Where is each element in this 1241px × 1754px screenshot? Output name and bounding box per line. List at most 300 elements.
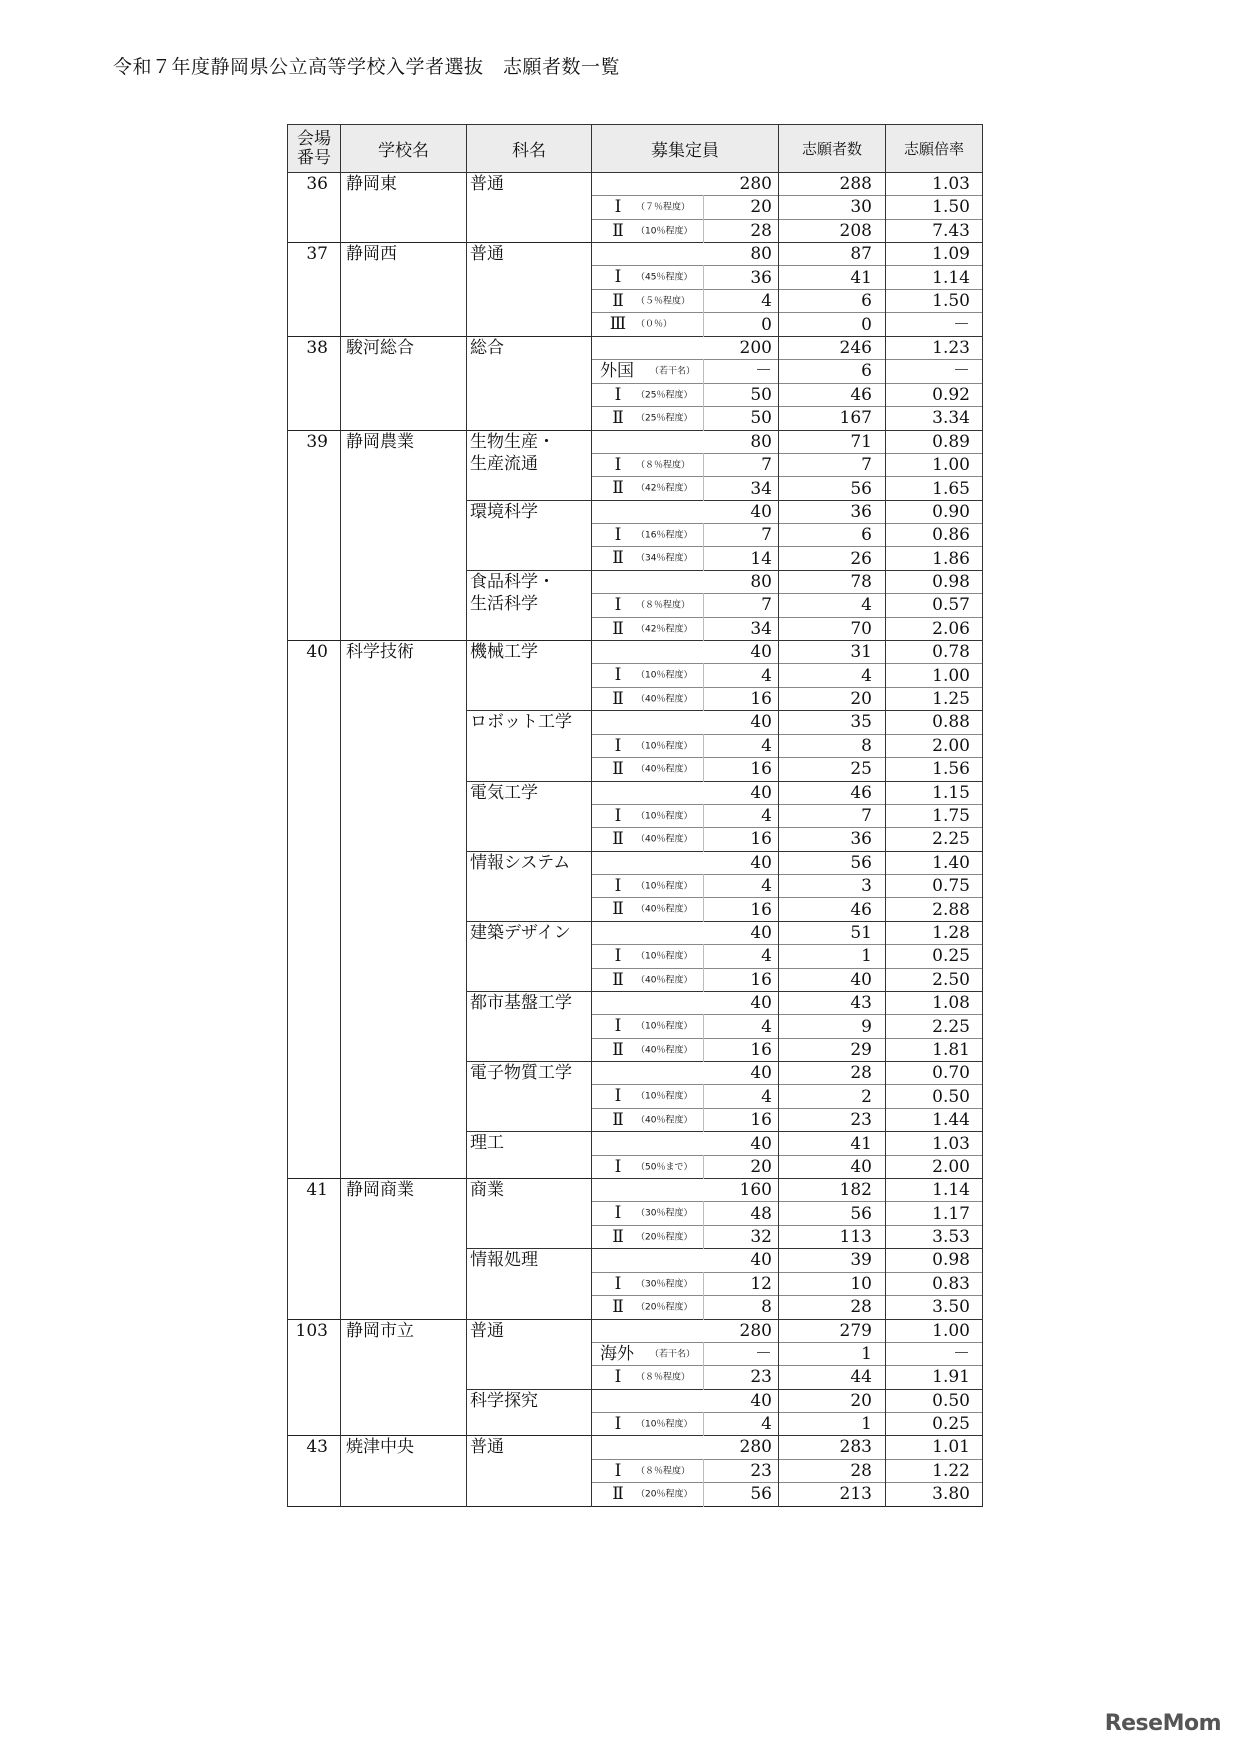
ratio-value: 0.75 [886,874,983,898]
capacity-value: 7 [704,453,779,477]
ratio-value: 0.25 [886,945,983,969]
applicants-value: 36 [779,500,886,523]
header-ratio: 志願倍率 [886,125,983,173]
selection-type-label: Ⅰ [614,665,622,686]
selection-type [592,173,704,196]
ratio-value: 0.57 [886,594,983,618]
capacity-value: 280 [704,1319,779,1342]
capacity-value: 40 [704,1389,779,1412]
department-name: 総合 [467,336,592,430]
selection-type-label: Ⅱ [612,688,624,709]
capacity-value: 16 [704,1108,779,1132]
selection-type [592,945,704,969]
header-venue-label: 会場 番号 [297,128,331,168]
selection-type-note: （10％程度） [636,741,693,751]
department-name: 情報処理 [467,1249,592,1319]
selection-type [592,430,704,453]
department-name: 環境科学 [467,500,592,570]
selection-type [592,266,704,290]
selection-type [592,453,704,477]
selection-type [592,1272,704,1296]
applicants-value: 167 [779,407,886,431]
capacity-value: 16 [704,1038,779,1062]
ratio-value: 0.50 [886,1389,983,1412]
ratio-value: 0.89 [886,430,983,453]
selection-type [592,711,704,734]
department-name: 都市基盤工学 [467,992,592,1062]
capacity-value: 56 [704,1483,779,1507]
selection-type [592,898,704,922]
ratio-value: 1.14 [886,266,983,290]
selection-type-note: （10％程度） [636,811,693,822]
applicants-value: 26 [779,547,886,571]
selection-type [592,383,704,407]
capacity-value: 16 [704,968,779,992]
capacity-value: 4 [704,945,779,969]
capacity-value: 50 [704,407,779,431]
selection-type-note: （42％程度） [636,483,693,494]
ratio-value: 1.00 [886,453,983,477]
ratio-value: 1.25 [886,687,983,711]
selection-type-note: （16％程度） [636,530,693,541]
applicants-value: 20 [779,1389,886,1412]
selection-type-label: 海外 [600,1343,634,1364]
selection-type [592,594,704,618]
ratio-value: 1.23 [886,336,983,359]
selection-type [592,1015,704,1039]
selection-type [592,1296,704,1320]
department-name: 科学探究 [467,1389,592,1436]
ratio-value: 1.56 [886,758,983,782]
selection-type-note: （10％程度） [636,951,693,962]
ratio-value: 0.78 [886,641,983,664]
selection-type-label: Ⅱ [612,408,624,429]
capacity-value: 23 [704,1366,779,1390]
capacity-value: 40 [704,1249,779,1272]
applicants-value: 39 [779,1249,886,1272]
venue-number: 39 [288,430,341,641]
selection-type [592,289,704,313]
capacity-value: 12 [704,1272,779,1296]
selection-type-note: （40％程度） [636,694,693,705]
capacity-value: 4 [704,804,779,828]
applicants-value: 31 [779,641,886,664]
capacity-value: 4 [704,734,779,758]
capacity-value: 4 [704,1015,779,1039]
header-capacity: 募集定員 [592,125,779,173]
ratio-value: 2.88 [886,898,983,922]
venue-number: 37 [288,243,341,337]
ratio-value: 3.34 [886,407,983,431]
selection-type [592,781,704,804]
applicants-value: 182 [779,1179,886,1202]
selection-type-note: （40％程度） [636,1115,693,1126]
capacity-value: 36 [704,266,779,290]
ratio-value: 0.50 [886,1085,983,1109]
applicants-value: 41 [779,1132,886,1155]
applicants-value: 283 [779,1436,886,1459]
capacity-value: 280 [704,173,779,196]
applicants-value: 56 [779,851,886,874]
applicants-value: 28 [779,1459,886,1483]
selection-type-note: （若干名） [650,366,696,377]
selection-type [592,1483,704,1507]
ratio-value: 7.43 [886,219,983,243]
capacity-value: 50 [704,383,779,407]
selection-type-label: Ⅱ [612,829,624,850]
selection-type-note: （10％程度） [636,1419,693,1430]
capacity-value: 40 [704,1132,779,1155]
selection-type [592,547,704,571]
selection-type [592,641,704,664]
department-name: 機械工学 [467,641,592,711]
ratio-value: 1.09 [886,243,983,266]
capacity-value: 4 [704,289,779,313]
capacity-value: 34 [704,477,779,501]
ratio-value: 2.50 [886,968,983,992]
school-name: 科学技術 [341,641,467,1179]
table-row [288,1436,983,1459]
capacity-value: 40 [704,711,779,734]
selection-type-note: （42％程度） [636,624,693,635]
selection-type-note: （40％程度） [636,1045,693,1056]
department-name: 生物生産・ 生産流通 [467,430,592,500]
ratio-value: 1.15 [886,781,983,804]
capacity-value: 7 [704,594,779,618]
resemom-watermark-logo: ReseMom [1104,1711,1221,1736]
selection-type [592,992,704,1015]
table-row [288,173,983,196]
selection-type [592,219,704,243]
ratio-value: 1.81 [886,1038,983,1062]
selection-type-note: （40％程度） [636,975,693,986]
selection-type [592,1342,704,1366]
applicants-value: 1 [779,945,886,969]
capacity-value: 40 [704,921,779,944]
applicants-value: 28 [779,1062,886,1085]
ratio-value: 0.83 [886,1272,983,1296]
ratio-value: 2.06 [886,617,983,641]
applicants-value: 87 [779,243,886,266]
venue-number: 41 [288,1179,341,1319]
ratio-value: 2.00 [886,1155,983,1179]
applicants-value: 246 [779,336,886,359]
department-name: 普通 [467,1436,592,1506]
selection-type-note: （30％程度） [636,1279,693,1289]
school-name: 静岡商業 [341,1179,467,1319]
ratio-value: 1.08 [886,992,983,1015]
selection-type [592,1319,704,1342]
capacity-value: 4 [704,664,779,688]
selection-type-label: Ⅲ [609,314,627,335]
selection-type [592,360,704,384]
selection-type-note: （20％程度） [636,1302,693,1313]
ratio-value: 1.75 [886,804,983,828]
applicants-value: 23 [779,1108,886,1132]
department-name: 電子物質工学 [467,1062,592,1132]
ratio-value: 1.03 [886,1132,983,1155]
selection-type-label: Ⅱ [612,220,624,241]
capacity-value: 4 [704,874,779,898]
selection-type [592,1179,704,1202]
selection-type [592,804,704,828]
header-venue-number [288,125,341,173]
applicants-value: 10 [779,1272,886,1296]
selection-type-note: （０％） [636,319,673,330]
selection-type [592,1412,704,1436]
capacity-value: 7 [704,523,779,547]
selection-type-note: （10％程度） [636,1091,693,1102]
capacity-value: 32 [704,1225,779,1249]
ratio-value: 1.50 [886,196,983,220]
ratio-value: 3.50 [886,1296,983,1320]
department-name: 商業 [467,1179,592,1249]
ratio-value: 1.86 [886,547,983,571]
selection-type-note: （40％程度） [636,764,693,775]
selection-type-note: （34％程度） [636,553,693,564]
ratio-value: 0.70 [886,1062,983,1085]
applicants-value: 113 [779,1225,886,1249]
ratio-value: 0.92 [886,383,983,407]
applicants-value: 8 [779,734,886,758]
selection-type [592,664,704,688]
applicants-value: 56 [779,477,886,501]
applicants-value: 6 [779,360,886,384]
selection-type [592,1436,704,1459]
selection-type [592,1366,704,1390]
applicants-value: 40 [779,968,886,992]
selection-type-label: Ⅰ [614,454,622,475]
selection-type [592,617,704,641]
selection-type [592,734,704,758]
table-row [288,641,983,664]
ratio-value: 0.86 [886,523,983,547]
selection-type-note: （８％程度） [636,1372,691,1383]
ratio-value: 1.14 [886,1179,983,1202]
capacity-value: 40 [704,851,779,874]
selection-type [592,1249,704,1272]
applicants-value: 6 [779,289,886,313]
selection-type [592,570,704,593]
selection-type-label: Ⅰ [614,1460,622,1481]
selection-type-note: （８％程度） [636,600,691,611]
department-name: 普通 [467,243,592,337]
capacity-value: 0 [704,313,779,337]
applicants-value: 2 [779,1085,886,1109]
capacity-value: 20 [704,196,779,220]
selection-type-note: （10％程度） [636,226,693,237]
capacity-value: 280 [704,1436,779,1459]
ratio-value: 3.53 [886,1225,983,1249]
capacity-value: － [704,1342,779,1366]
selection-type-label: Ⅰ [614,524,622,545]
department-name: 普通 [467,173,592,243]
department-name: 普通 [467,1319,592,1389]
applicants-value: 46 [779,383,886,407]
applicants-value: 4 [779,594,886,618]
selection-type [592,477,704,501]
ratio-value: 0.88 [886,711,983,734]
selection-type-note: （45％程度） [636,272,693,283]
applicants-value: 29 [779,1038,886,1062]
selection-type-label: Ⅱ [612,1484,624,1505]
capacity-value: 34 [704,617,779,641]
capacity-value: 14 [704,547,779,571]
selection-type-label: Ⅱ [612,548,624,569]
selection-type-note: （25％程度） [636,390,693,401]
selection-type-label: Ⅱ [612,899,624,920]
selection-type [592,1202,704,1226]
selection-type-label: Ⅰ [614,384,622,405]
capacity-value: 80 [704,430,779,453]
capacity-value: 28 [704,219,779,243]
ratio-value: 1.22 [886,1459,983,1483]
applicants-value: 7 [779,453,886,477]
capacity-value: － [704,360,779,384]
capacity-value: 8 [704,1296,779,1320]
venue-number: 36 [288,173,341,243]
selection-type-note: （10％程度） [636,670,693,681]
venue-number: 38 [288,336,341,430]
applicants-value: 6 [779,523,886,547]
applicants-value: 25 [779,758,886,782]
selection-type [592,828,704,852]
selection-type-label: Ⅰ [614,805,622,826]
school-name: 静岡農業 [341,430,467,641]
selection-type-note: （若干名） [650,1349,696,1360]
department-name: 理工 [467,1132,592,1179]
applicants-value: 46 [779,781,886,804]
header-department: 科名 [467,125,592,173]
applicants-value: 9 [779,1015,886,1039]
ratio-value: 2.00 [886,734,983,758]
selection-type-label: Ⅰ [614,197,622,218]
capacity-value: 20 [704,1155,779,1179]
ratio-value: － [886,1342,983,1366]
selection-type-label: 外国 [600,361,634,382]
selection-type-note: （10％程度） [636,881,693,892]
school-name: 焼津中央 [341,1436,467,1506]
applicants-value: 3 [779,874,886,898]
selection-type [592,243,704,266]
selection-type [592,1155,704,1179]
venue-number: 43 [288,1436,341,1506]
selection-type-label: Ⅱ [612,290,624,311]
ratio-value: 0.98 [886,1249,983,1272]
applicants-value: 28 [779,1296,886,1320]
ratio-value: － [886,360,983,384]
capacity-value: 40 [704,641,779,664]
selection-type [592,407,704,431]
capacity-value: 48 [704,1202,779,1226]
ratio-value: 0.90 [886,500,983,523]
ratio-value: 1.40 [886,851,983,874]
selection-type-label: Ⅰ [614,1086,622,1107]
ratio-value: 1.01 [886,1436,983,1459]
school-name: 静岡西 [341,243,467,337]
selection-type-note: （10％程度） [636,1021,693,1032]
ratio-value: 1.44 [886,1108,983,1132]
capacity-value: 40 [704,500,779,523]
department-name: 情報システム [467,851,592,921]
applicants-value: 40 [779,1155,886,1179]
capacity-value: 80 [704,243,779,266]
applicants-value: 36 [779,828,886,852]
applicants-value: 44 [779,1366,886,1390]
applicants-value: 7 [779,804,886,828]
applicants-value: 41 [779,266,886,290]
ratio-value: 1.28 [886,921,983,944]
applicants-value: 78 [779,570,886,593]
applicants-value: 70 [779,617,886,641]
capacity-value: 16 [704,898,779,922]
applicants-value: 288 [779,173,886,196]
capacity-value: 4 [704,1412,779,1436]
applicants-value: 51 [779,921,886,944]
applicants-value: 279 [779,1319,886,1342]
selection-type [592,1132,704,1155]
selection-type-label: Ⅱ [612,1039,624,1060]
selection-type-label: Ⅰ [614,1273,622,1294]
selection-type-note: （50％まで） [636,1162,693,1173]
selection-type [592,1038,704,1062]
selection-type-label: Ⅰ [614,1203,622,1224]
applicants-value: 46 [779,898,886,922]
department-name: ロボット工学 [467,711,592,781]
selection-type-note: （７％程度） [636,202,691,213]
selection-type-note: （20％程度） [636,1489,693,1500]
selection-type-label: Ⅱ [612,759,624,779]
applicants-value: 35 [779,711,886,734]
selection-type-label: Ⅰ [614,875,622,896]
selection-type [592,523,704,547]
ratio-value: 0.25 [886,1412,983,1436]
capacity-value: 16 [704,828,779,852]
capacity-value: 16 [704,758,779,782]
ratio-value: 1.00 [886,664,983,688]
ratio-value: 1.00 [886,1319,983,1342]
applicants-value: 213 [779,1483,886,1507]
selection-type-label: Ⅱ [612,1297,624,1317]
selection-type [592,1225,704,1249]
venue-number: 40 [288,641,341,1179]
applicants-value: 1 [779,1412,886,1436]
selection-type [592,336,704,359]
selection-type [592,500,704,523]
department-name: 食品科学・ 生活科学 [467,570,592,640]
ratio-value: 2.25 [886,1015,983,1039]
ratio-value: － [886,313,983,337]
applicants-value: 43 [779,992,886,1015]
selection-type [592,921,704,944]
applicants-value: 30 [779,196,886,220]
selection-type-label: Ⅰ [614,1413,622,1434]
selection-type [592,758,704,782]
selection-type-label: Ⅱ [612,969,624,990]
selection-type [592,968,704,992]
selection-type-label: Ⅱ [612,618,624,639]
selection-type-note: （20％程度） [636,1232,693,1243]
applicants-value: 4 [779,664,886,688]
selection-type-note: （40％程度） [636,834,693,845]
table-body [288,173,983,1507]
capacity-value: 80 [704,570,779,593]
selection-type [592,874,704,898]
department-name: 電気工学 [467,781,592,851]
capacity-value: 200 [704,336,779,359]
department-name: 建築デザイン [467,921,592,991]
selection-type-note: （30％程度） [636,1208,693,1219]
